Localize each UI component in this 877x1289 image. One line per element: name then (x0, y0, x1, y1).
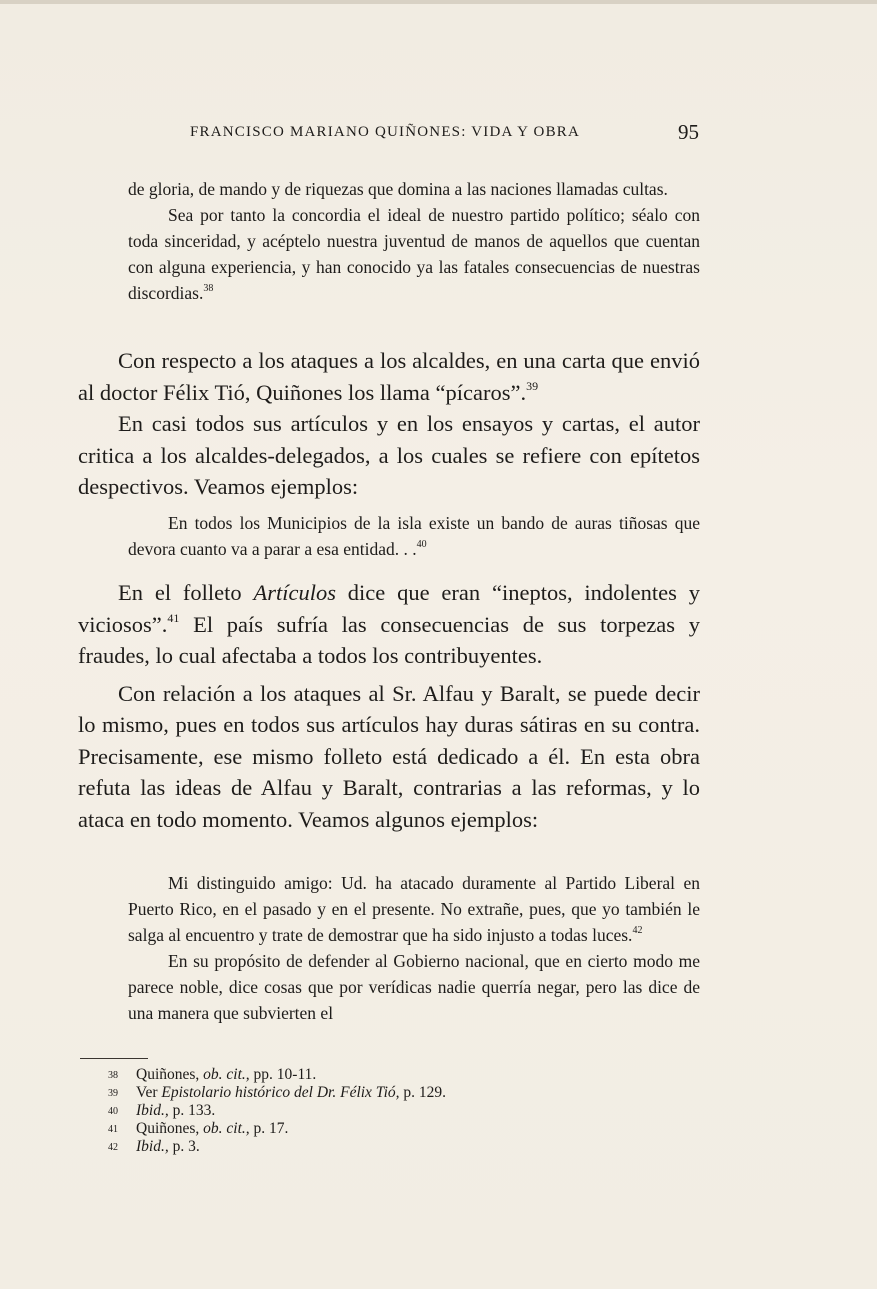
paragraph-alcaldes (78, 345, 700, 408)
block-quote-1 (128, 176, 700, 306)
footnote-item (108, 1102, 608, 1120)
footnote-text (136, 1102, 608, 1120)
footnote-ref-38: 38 (203, 283, 214, 294)
paragraph-articulos: En casi todos sus artículos y en los ensayos y cartas, el autor critica a los alcaldes-delegados, a los cuales se refiere con epítetos despectivos. Veamos ejemplos: (78, 411, 700, 499)
footnote-number: 40 (108, 1106, 118, 1117)
footnote-rest: p. 3. (168, 1138, 200, 1155)
footnote-rest: p. 17. (249, 1120, 289, 1137)
paragraph-folleto-start: En el folleto (118, 580, 254, 605)
folleto-title: Artículos (253, 580, 336, 605)
paragraph-alcaldes-text: Con respecto a los ataques a los alcaldes, en una carta que envió al doctor Félix Tió, Quiñones los llama “pícaros”. (78, 348, 700, 405)
footnote-italic: ob. cit., (203, 1120, 250, 1137)
footnote-item (108, 1138, 608, 1156)
footnote-italic: ob. cit., (203, 1066, 250, 1083)
footnote-plain: Quiñones, (136, 1120, 204, 1137)
footnote-rest: p. 133. (168, 1102, 216, 1119)
footnotes (108, 1066, 608, 1156)
footnote-italic: Ibid., (136, 1102, 169, 1119)
footnote-text (136, 1066, 608, 1084)
footnote-plain: Quiñones, (136, 1066, 204, 1083)
quote-3-paragraph-1-text: Mi distinguido amigo: Ud. ha atacado duramente al Partido Liberal en Puerto Rico, en el pasado y en el presente. No extrañe, pues, que yo también le salga al encuentro y trate de demostrar que ha sido injusto a todas luces. (128, 873, 700, 945)
quote-3-paragraph-1 (128, 870, 700, 948)
footnote-number: 38 (108, 1070, 118, 1081)
footnote-italic: Ibid., (136, 1138, 169, 1155)
quote-2-paragraph (128, 510, 700, 562)
footnote-plain: Ver (136, 1084, 162, 1101)
footnote-item (108, 1084, 608, 1102)
quote-1-paragraph-1: de gloria, de mando y de riquezas que domina a las naciones llamadas cultas. (128, 179, 668, 199)
body-text-2 (78, 577, 700, 835)
block-quote-2 (128, 510, 700, 562)
footnote-text (136, 1084, 608, 1102)
page-edge (0, 0, 877, 4)
quote-3-paragraph-2: En su propósito de defender al Gobierno nacional, que en cierto modo me parece noble, dice cosas que por verídicas nadie querría negar, pero las dice de una manera que subvierten el (128, 951, 700, 1023)
quote-1-paragraph-2 (128, 202, 700, 306)
footnote-ref-39: 39 (526, 378, 539, 393)
footnote-number: 39 (108, 1088, 118, 1099)
footnote-rule (80, 1058, 148, 1059)
footnote-number: 42 (108, 1142, 118, 1153)
footnote-text (136, 1120, 608, 1138)
footnote-rest: pp. 10-11. (249, 1066, 317, 1083)
block-quote-3 (128, 870, 700, 1026)
footnote-ref-42: 42 (632, 925, 643, 936)
paragraph-folleto-middle: dice que eran “ineptos, indolentes y viciosos”. (78, 580, 700, 637)
page-number: 95 (678, 120, 699, 144)
footnote-rest: p. 129. (399, 1084, 447, 1101)
paragraph-folleto-end: El país sufría las consecuencias de sus torpezas y fraudes, lo cual afectaba a todos los contribuyentes. (78, 611, 700, 668)
footnote-ref-40: 40 (416, 539, 427, 550)
quote-1-paragraph-2-text: Sea por tanto la concordia el ideal de nuestro partido político; séalo con toda sinceridad, y acéptelo nuestra juventud de manos de aquellos que cuentan con alguna experiencia, y han conocido ya las fatales consecuencias de nuestras discordias. (128, 205, 700, 303)
footnote-number: 41 (108, 1124, 118, 1135)
footnote-item (108, 1120, 608, 1138)
body-text-1 (78, 345, 700, 503)
footnote-text (136, 1138, 608, 1156)
paragraph-alfau: Con relación a los ataques al Sr. Alfau y Baralt, se puede decir lo mismo, pues en todos sus artículos hay duras sátiras en su contra. Precisamente, ese mismo folleto está dedicado a él. En esta obra refuta las ideas de Alfau y Baralt, contrarias a las reformas, y lo ataca en todo momento. Veamos algunos ejemplos: (78, 680, 700, 832)
paragraph-folleto (78, 577, 700, 672)
footnote-italic: Epistolario histórico del Dr. Félix Tió, (161, 1084, 400, 1101)
footnote-item (108, 1066, 608, 1084)
quote-2-text: En todos los Municipios de la isla existe un bando de auras tiñosas que devora cuanto va a parar a esa entidad. . . (128, 513, 700, 559)
footnote-ref-41: 41 (167, 610, 180, 625)
running-head: FRANCISCO MARIANO QUIÑONES: VIDA Y OBRA (190, 124, 581, 140)
